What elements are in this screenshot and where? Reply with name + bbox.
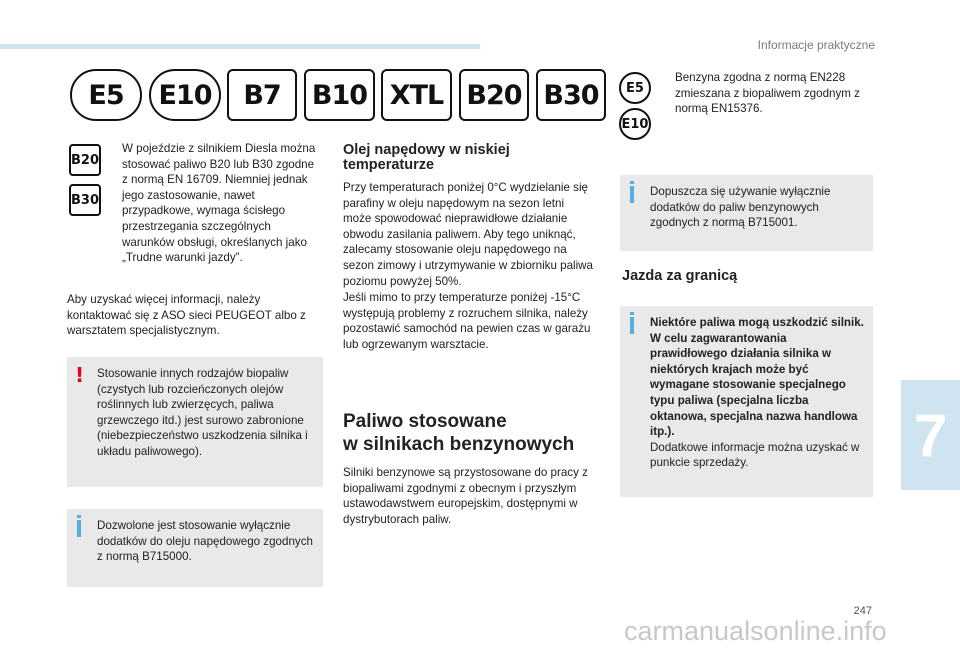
diesel-additive-note	[67, 509, 323, 587]
info-icon	[630, 317, 634, 334]
fuel-label-e5-icon: E5	[70, 69, 142, 121]
e5-icon: E5	[619, 72, 651, 104]
fuel-label-e10-icon: E10	[149, 69, 221, 121]
petrol-additive-text: Dopuszcza się używanie wyłącznie dodatków do paliw benzynowych zgodnych z normą B715001.	[650, 185, 831, 230]
biofuel-warning-text: Stosowanie innych rodzajów biopaliw (czystych lub rozcieńczonych olejów roślinnych lub zwierzęcych, paliwa grzewczego itd.) jest surowo zabronione (niebezpieczeństwo uszkodzenia silnika i układu paliwowego).	[97, 367, 308, 458]
info-icon	[77, 520, 81, 537]
page-number: 247	[853, 605, 872, 617]
diesel-additive-text: Dozwolone jest stosowanie wyłącznie dodatków do oleju napędowego zgodnych z normą B715000.	[97, 519, 313, 564]
petrol-fuel-paragraph: Silniki benzynowe są przystosowane do pracy z biopaliwami zgodnymi z obecnym i przyszłym ustawodawstwem europejskim, dostępnymi w dystrybutorach paliw.	[343, 466, 588, 526]
more-info-text: Aby uzyskać więcej informacji, należy kontaktować się z ASO sieci PEUGEOT albo z warsztatem specjalistycznym.	[67, 293, 306, 338]
e10-icon: E10	[619, 108, 651, 140]
abroad-info-text: Dodatkowe informacje można uzyskać w punkcie sprzedaży.	[650, 440, 860, 470]
petrol-fuel-heading-line1: Paliwo stosowane	[343, 411, 507, 432]
info-icon	[630, 186, 634, 203]
diesel-b20-b30-text: W pojeździe z silnikiem Diesla można stosować paliwo B20 lub B30 zgodne z normą EN 16709. Niemniej jednak jego zastosowanie, nawet przypadkowe, wymaga ścisłego przestrzegania szczególnych warunków obsługi, określanych jako „Trudne warunki jazdy”.	[122, 142, 316, 265]
petrol-fuel-heading	[343, 410, 613, 456]
b20-icon: B20	[69, 144, 101, 176]
chapter-tab: 7	[901, 380, 960, 490]
fuel-label-xtl-icon: XTL	[381, 69, 452, 121]
abroad-heading: Jazda za granicą	[622, 268, 738, 284]
warning-exclamation-icon: !	[75, 363, 85, 387]
abroad-warning-bold: Niektóre paliwa mogą uszkodzić silnik. W celu zagwarantowania prawidłowego działania silnika w niektórych krajach może być wymagane stosowanie specjalnego typu paliwa (specjalna liczba oktanowa, specjalna nazwa handlowa itp.).	[650, 316, 864, 439]
header-accent-bar	[0, 44, 480, 49]
abroad-note	[620, 306, 873, 497]
biofuel-warning-note	[67, 357, 323, 487]
cold-start-paragraph: Jeśli mimo to przy temperaturze poniżej -15°C występują problemy z rozruchem silnika, należy pozostawić samochód na pewien czas w garażu lub ogrzewanym warsztacie.	[343, 291, 591, 351]
fuel-label-b20-icon: B20	[459, 69, 529, 121]
abroad-note-body	[650, 315, 865, 471]
cold-diesel-paragraph: Przy temperaturach poniżej 0°C wydzielanie się parafiny w oleju napędowym na sezon letni może spowodować nieprawidłowe działanie obwodu zasilania paliwem. Aby tego uniknąć, zalecamy stosowanie oleju napędowego na sezon zimowy i utrzymywanie w zbiorniku paliwa poziomu powyżej 50%.	[343, 181, 593, 288]
petrol-additive-note	[620, 175, 873, 251]
cold-diesel-heading: Olej napędowy w niskiej temperaturze	[343, 142, 510, 173]
fuel-label-b7-icon: B7	[227, 69, 297, 121]
fuel-label-b10-icon: B10	[304, 69, 375, 121]
petrol-fuel-heading-line2: w silnikach benzynowych	[343, 434, 575, 455]
petrol-standard-text: Benzyna zgodna z normą EN228 zmieszana z biopaliwem zgodnym z normą EN15376.	[675, 71, 860, 116]
b30-icon: B30	[69, 184, 101, 216]
fuel-label-b30-icon: B30	[536, 69, 606, 121]
running-head: Informacje praktyczne	[757, 38, 875, 52]
watermark: carmanualsonline.info	[624, 616, 887, 646]
